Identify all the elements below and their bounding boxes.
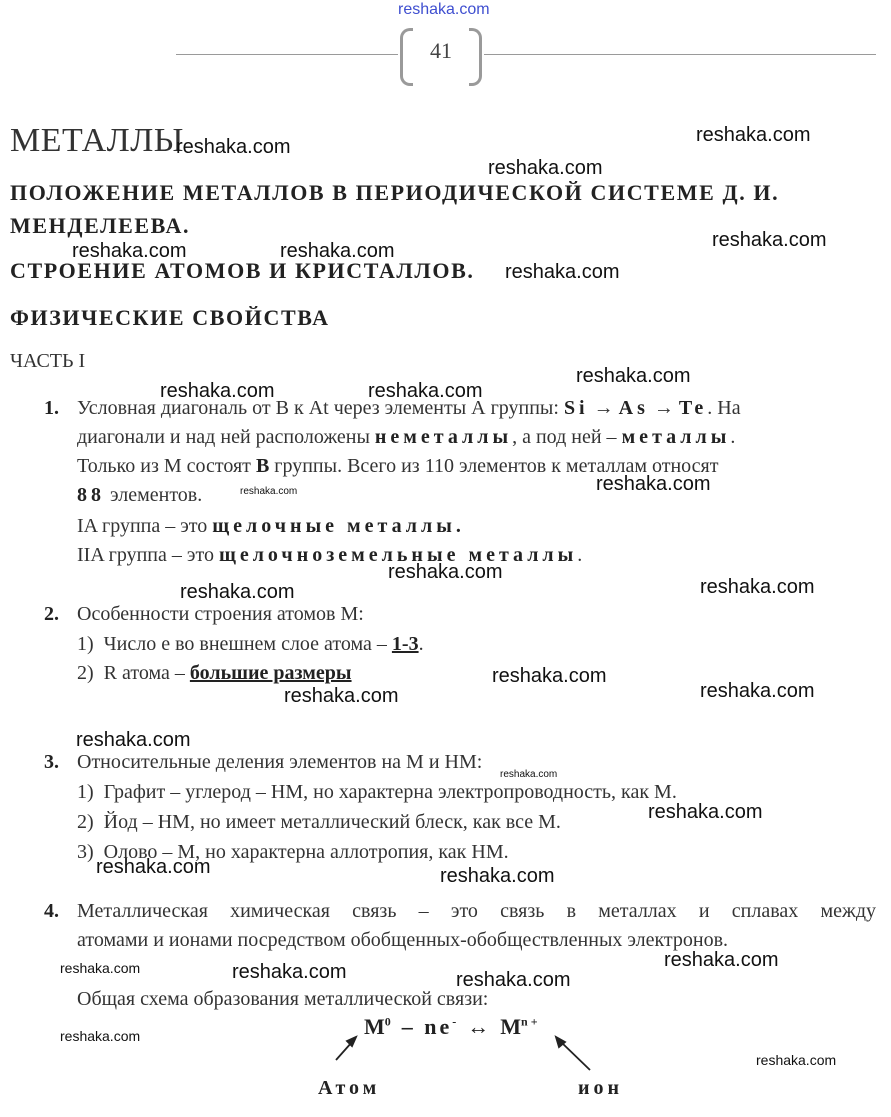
answer-nonmetals: неметаллы bbox=[374, 426, 513, 448]
watermark: reshaka.com bbox=[368, 380, 483, 402]
watermark: reshaka.com bbox=[280, 240, 395, 262]
text: IA группа – это bbox=[77, 515, 213, 537]
arrow-icon: → bbox=[593, 397, 614, 419]
watermark: reshaka.com bbox=[76, 729, 191, 751]
watermark: reshaka.com bbox=[712, 229, 827, 251]
watermark: reshaka.com bbox=[232, 961, 347, 983]
item-4-line-1: Металлическая химическая связь – это связь в металлах и сплавах между bbox=[77, 900, 876, 922]
text: Олово – М, но характерна аллотропия, как НМ. bbox=[103, 841, 509, 863]
watermark: reshaka.com bbox=[456, 969, 571, 991]
watermark: reshaka.com bbox=[284, 685, 399, 707]
watermark: reshaka.com bbox=[664, 949, 779, 971]
eq-electrons: – ne bbox=[401, 1014, 453, 1039]
answer-alkaline-earth: щелочноземельные металлы bbox=[218, 544, 578, 566]
watermark: reshaka.com bbox=[488, 157, 603, 179]
heading-line-2: МЕНДЕЛЕЕВА. bbox=[10, 213, 191, 238]
arrow-icon: → bbox=[653, 397, 674, 419]
watermark: reshaka.com bbox=[648, 801, 763, 823]
watermark: reshaka.com bbox=[160, 380, 275, 402]
watermark: reshaka.com bbox=[500, 769, 558, 780]
eq-metal-atom: M bbox=[364, 1014, 385, 1039]
heading-physical: ФИЗИЧЕСКИЕ СВОЙСТВА bbox=[10, 305, 330, 330]
text: Графит – углерод – НМ, но характерна электропроводность, как М. bbox=[103, 781, 677, 803]
item-2-text: Особенности строения атомов М: bbox=[77, 603, 364, 625]
item-4-number: 4. bbox=[44, 900, 59, 922]
arrowhead-icon bbox=[347, 1037, 356, 1046]
text: Число е во внешнем слое атома – bbox=[103, 633, 392, 655]
item-4-line-2: атомами и ионами посредством обобщенных-обобществленных электронов. bbox=[77, 929, 729, 951]
text: . На bbox=[707, 397, 741, 419]
element-as: As bbox=[618, 397, 649, 419]
part-label: ЧАСТЬ I bbox=[10, 350, 86, 372]
label-ion: ион bbox=[578, 1077, 624, 1099]
watermark: reshaka.com bbox=[505, 261, 620, 283]
text: диагонали и над ней расположены bbox=[77, 426, 375, 448]
item-2-number: 2. bbox=[44, 603, 59, 625]
watermark: reshaka.com bbox=[388, 561, 503, 583]
watermark: reshaka.com bbox=[700, 680, 815, 702]
text: R атома – bbox=[103, 662, 190, 684]
text: IIA группа – это bbox=[77, 544, 219, 566]
sub-number: 1) bbox=[77, 781, 94, 803]
scheme-title: Общая схема образования металлической связи: bbox=[77, 988, 489, 1010]
watermark: reshaka.com bbox=[240, 486, 298, 497]
watermark: reshaka.com bbox=[440, 865, 555, 887]
answer-radius: большие размеры bbox=[189, 662, 352, 684]
eq-electron-charge: - bbox=[452, 1014, 457, 1029]
watermark: reshaka.com bbox=[596, 473, 711, 495]
page-number: 41 bbox=[430, 38, 452, 63]
text: группы. Всего из 110 элементов к металлам относят bbox=[269, 455, 719, 477]
text: Йод – НМ, но имеет металлический блеск, как все М. bbox=[103, 811, 561, 833]
arrow-to-ion-icon bbox=[561, 1042, 590, 1070]
watermark: reshaka.com bbox=[492, 665, 607, 687]
element-si: Si bbox=[563, 397, 589, 419]
text: . bbox=[418, 633, 424, 655]
watermark: reshaka.com bbox=[60, 960, 141, 976]
element-te: Te bbox=[678, 397, 708, 419]
text: элементов. bbox=[105, 484, 203, 506]
answer-group: В bbox=[255, 455, 270, 477]
text: . bbox=[730, 426, 736, 448]
eq-metal-ion: M bbox=[500, 1014, 522, 1039]
eq-charge-n: n + bbox=[521, 1014, 538, 1029]
page-title: МЕТАЛЛЫ bbox=[10, 122, 184, 159]
text: , а под ней – bbox=[512, 426, 622, 448]
answer-electrons: 1-3 bbox=[391, 633, 419, 655]
eq-arrow-icon: ↔ bbox=[467, 1014, 490, 1039]
text: Условная диагональ от В к At через элементы А группы: bbox=[77, 397, 564, 419]
sub-number: 2) bbox=[77, 662, 94, 684]
watermark: reshaka.com bbox=[176, 136, 291, 158]
watermark: reshaka.com bbox=[576, 365, 691, 387]
watermark: reshaka.com bbox=[180, 581, 295, 603]
heading-line-1: ПОЛОЖЕНИЕ МЕТАЛЛОВ В ПЕРИОДИЧЕСКОЙ СИСТЕМЕ Д. И. bbox=[10, 180, 780, 205]
watermark: reshaka.com bbox=[60, 1028, 141, 1044]
answer-count: 88 bbox=[77, 484, 105, 506]
answer-metals: металлы bbox=[621, 426, 731, 448]
heading-structure: СТРОЕНИЕ АТОМОВ И КРИСТАЛЛОВ. bbox=[10, 258, 475, 283]
text: Только из М состоят bbox=[77, 455, 256, 477]
label-atom: Атом bbox=[318, 1077, 381, 1099]
item-1-number: 1. bbox=[44, 397, 59, 419]
text: . bbox=[577, 544, 583, 566]
sub-number: 3) bbox=[77, 841, 94, 863]
watermark-top[interactable]: reshaka.com bbox=[398, 1, 490, 18]
answer-alkali-metals: щелочные металлы. bbox=[212, 515, 465, 537]
item-3-number: 3. bbox=[44, 751, 59, 773]
watermark: reshaka.com bbox=[96, 856, 211, 878]
watermark: reshaka.com bbox=[696, 124, 811, 146]
watermark: reshaka.com bbox=[756, 1052, 837, 1068]
item-3-text: Относительные деления элементов на М и НМ: bbox=[77, 751, 483, 773]
eq-charge-zero: 0 bbox=[384, 1014, 391, 1029]
sub-number: 2) bbox=[77, 811, 94, 833]
sub-number: 1) bbox=[77, 633, 94, 655]
watermark: reshaka.com bbox=[72, 240, 187, 262]
watermark: reshaka.com bbox=[700, 576, 815, 598]
